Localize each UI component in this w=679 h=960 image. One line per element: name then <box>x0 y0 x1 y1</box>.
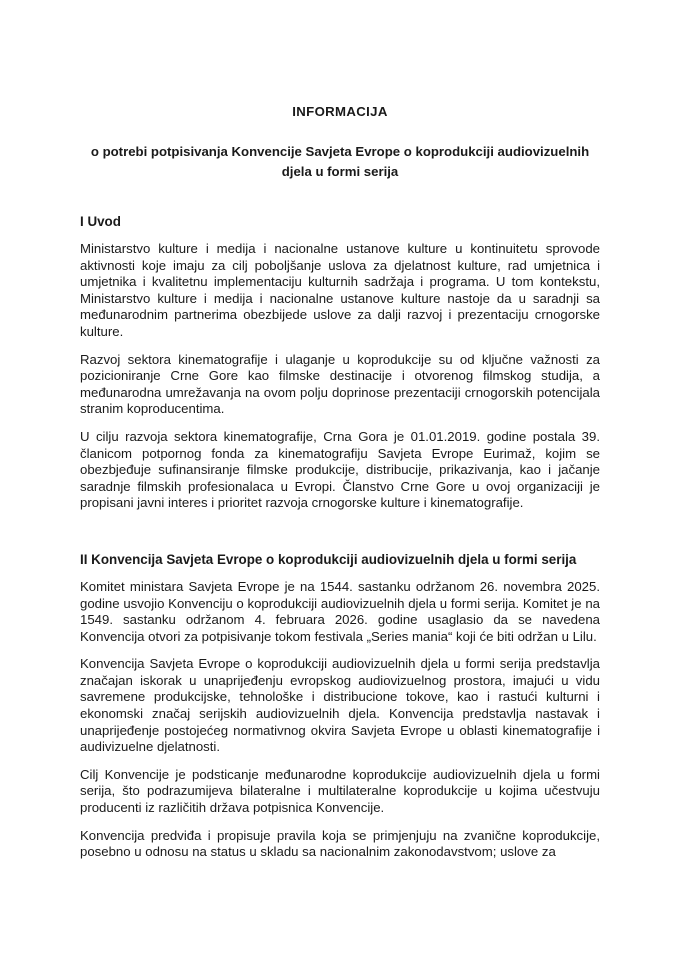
paragraph: Ministarstvo kulture i medija i nacionalne ustanove kulture u kontinuitetu sprovode aktivnosti koje imaju za cilj poboljšanje uslova za djelatnost kulture, rad umjetnica i umjetnika i kvalitetnu implementaciju kulturnih sadržaja i programa. U tom kontekstu, Ministarstvo kulture i medija i nacionalne ustanove kulture nastoje da u saradnji sa međunarodnim partnerima obezbijede uslove za dalji razvoj i prezentaciju crnogorske kulture. <box>80 241 600 339</box>
paragraph: Konvencija Savjeta Evrope o koprodukciji audiovizuelnih djela u formi serija predstavlja značajan iskorak u unaprijeđenju evropskog audiovizuelnog prostora, imajući u vidu savremene produkcijske, tehnološke i distribucione tokove, kao i rastući kulturni i ekonomski značaj serijskih audiovizuelnih djela. Konvencija predstavlja nastavak i unaprijeđenje postojećeg normativnog okvira Savjeta Evrope u oblasti kinematografije i audivizuelne djelatnosti. <box>80 656 600 755</box>
spacer <box>80 230 600 241</box>
spacer <box>80 645 600 656</box>
spacer <box>80 341 600 352</box>
paragraph: U cilju razvoja sektora kinematografije, Crna Gora je 01.01.2019. godine postala 39. članicom potpornog fonda za kinematografiju Savjeta Evrope Eurimaž, kojim se obezbjeđuje sufinansiranje filmske produkcije, distribucije, prikazivanja, kao i jačanje saradnje filmskih profesionalaca u Evropi. Članstvo Crne Gore u ovoj organizaciji je propisani javni interes i prioritet razvoja crnogorske kulture i kinematografije. <box>80 428 600 511</box>
paragraph: Razvoj sektora kinematografije i ulaganje u koprodukcije su od ključne važnosti za pozicioniranje Crne Gore kao filmske destinacije i otvorenog filmskog studija, a međunarodna umrežavanja na ovom polju doprinose prezentaciji crnogorskih potencijala stranim koproducentima. <box>80 351 600 417</box>
section-heading-uvod: I Uvod <box>80 214 121 229</box>
spacer <box>80 568 600 579</box>
paragraph: Konvencija predviđa i propisuje pravila koja se primjenjuju na zvanične koprodukcije, posebno u odnosu na status u skladu sa nacionalnim zakonodavstvom; uslove za <box>80 827 600 860</box>
spacer <box>80 817 600 828</box>
paragraph: Cilj Konvencije je podsticanje međunarodne koprodukcije audiovizuelnih djela u formi serija, što podrazumijeva bilateralne i multilateralne koprodukcije u kojima učestvuju producenti iz različitih država potpisnica Konvencije. <box>80 766 600 816</box>
paragraph: Komitet ministara Savjeta Evrope je na 1544. sastanku održanom 26. novembra 2025. godine usvojio Konvenciju o koprodukciji audiovizuelnih djela u formi serija. Komitet je na 1549. sastanku održanom 4. februara 2026. godine usaglasio da se navedena Konvencija otvori za potpisivanje tokom festivala „Series mania“ koji će biti održan u Lilu. <box>80 578 600 644</box>
spacer <box>80 756 600 767</box>
document-title-block <box>80 0 600 181</box>
section-konvencija <box>80 551 600 861</box>
page-title: INFORMACIJA <box>292 104 388 119</box>
spacer <box>80 418 600 429</box>
section-heading-konvencija: II Konvencija Savjeta Evrope o koprodukciji audiovizuelnih djela u formi serija <box>80 551 577 567</box>
section-uvod <box>80 213 600 512</box>
document-subtitle: o potrebi potpisivanja Konvencije Savjeta Evrope o koprodukciji audiovizuelnih djela u formi serija <box>90 144 590 179</box>
spacer <box>80 512 600 551</box>
